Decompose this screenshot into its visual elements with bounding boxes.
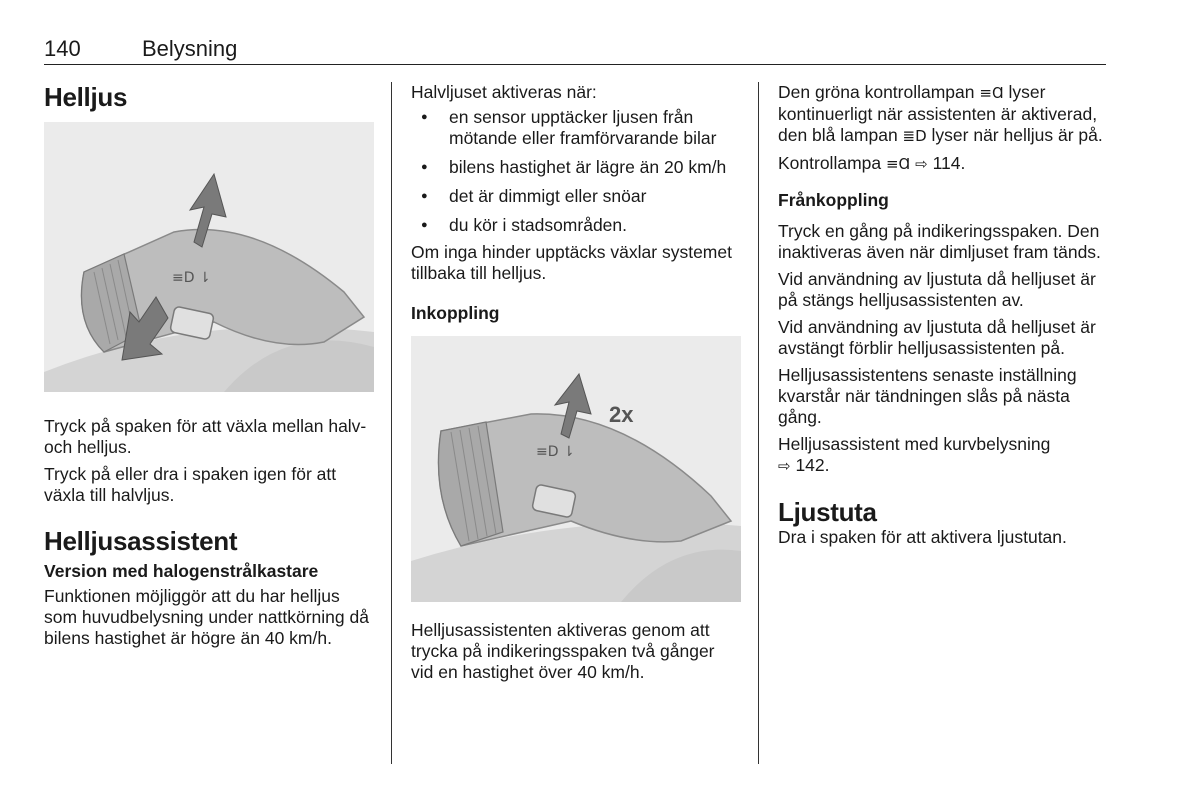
- paragraph: Halvljuset aktiveras när:: [411, 82, 597, 102]
- subheading-version: Version med halogenstrålkastare: [44, 561, 319, 581]
- paragraph: Helljusassistentens senaste inställning kvarstår när tändningen slås på nästa gång.: [778, 365, 1077, 427]
- column-3: [778, 82, 1108, 548]
- paragraph: Vid användning av ljustuta då helljuset är avstängt förblir helljusassistenten på.: [778, 317, 1096, 358]
- heading-inkoppling: Inkoppling: [411, 303, 500, 323]
- stalk-double-push-illustration: [411, 336, 741, 602]
- chapter-title: Belysning: [142, 36, 238, 61]
- auto-beam-icon: ≡Ɑ: [885, 155, 911, 173]
- list-item: ● du kör i stadsområden.: [411, 215, 741, 236]
- paragraph: Tryck en gång på indikeringsspaken. Den inaktiveras även när dimljuset fram tänds.: [778, 221, 1101, 262]
- page-ref-icon: ⇨: [915, 155, 928, 173]
- paragraph: Helljusassistenten aktiveras genom att trycka på indikeringsspaken två gånger vid en hastighet över 40 km/h.: [411, 620, 715, 682]
- list-item: ● bilens hastighet är lägre än 20 km/h: [411, 157, 741, 178]
- paragraph: Om inga hinder upptäcks växlar systemet tillbaka till helljus.: [411, 242, 732, 283]
- paragraph: Den gröna kontrollampan ≡Ɑ lyser kontinuerligt när assistenten är aktiverad, den blå lampan ≣D lyser när helljus är på.: [778, 82, 1103, 145]
- high-beam-icon: ≣D: [902, 127, 927, 145]
- paragraph: Helljusassistent med kurvbelysning ⇨ 142.: [778, 434, 1051, 475]
- list-item: ● det är dimmigt eller snöar: [411, 186, 741, 207]
- heading-frankoppling: Frånkoppling: [778, 190, 889, 210]
- column-divider: [391, 82, 392, 764]
- paragraph: Dra i spaken för att aktivera ljustutan.: [778, 527, 1067, 547]
- figure-label-2x: 2x: [609, 402, 634, 427]
- page-ref-icon: ⇨: [778, 457, 791, 475]
- conditions-list: [411, 107, 741, 236]
- paragraph: Kontrollampa ≡Ɑ ⇨ 114.: [778, 153, 966, 173]
- paragraph: Tryck på eller dra i spaken igen för att växla till halvljus.: [44, 464, 337, 505]
- svg-text:≡D ⇂: ≡D ⇂: [172, 270, 211, 286]
- heading-ljustuta: Ljustuta: [778, 497, 877, 527]
- column-divider: [758, 82, 759, 764]
- heading-helljusassistent: Helljusassistent: [44, 526, 238, 556]
- page-number: 140: [44, 36, 81, 61]
- column-2: [411, 82, 741, 683]
- paragraph: Tryck på spaken för att växla mellan halv- och helljus.: [44, 416, 367, 457]
- column-1: [44, 82, 374, 649]
- stalk-high-beam-illustration: [44, 122, 374, 392]
- auto-beam-icon: ≡Ɑ: [979, 84, 1004, 102]
- svg-text:≡D ⇂: ≡D ⇂: [536, 444, 575, 460]
- paragraph: Funktionen möjliggör att du har helljus som huvudbelysning under nattkörning då bilens hastighet är högre än 40 km/h.: [44, 586, 369, 648]
- page-header: [44, 36, 1106, 65]
- list-item: ● en sensor upptäcker ljusen från mötande eller framförvarande bilar: [411, 107, 741, 149]
- heading-helljus: Helljus: [44, 82, 128, 112]
- paragraph: Vid användning av ljustuta då helljuset är på stängs helljusassistenten av.: [778, 269, 1096, 310]
